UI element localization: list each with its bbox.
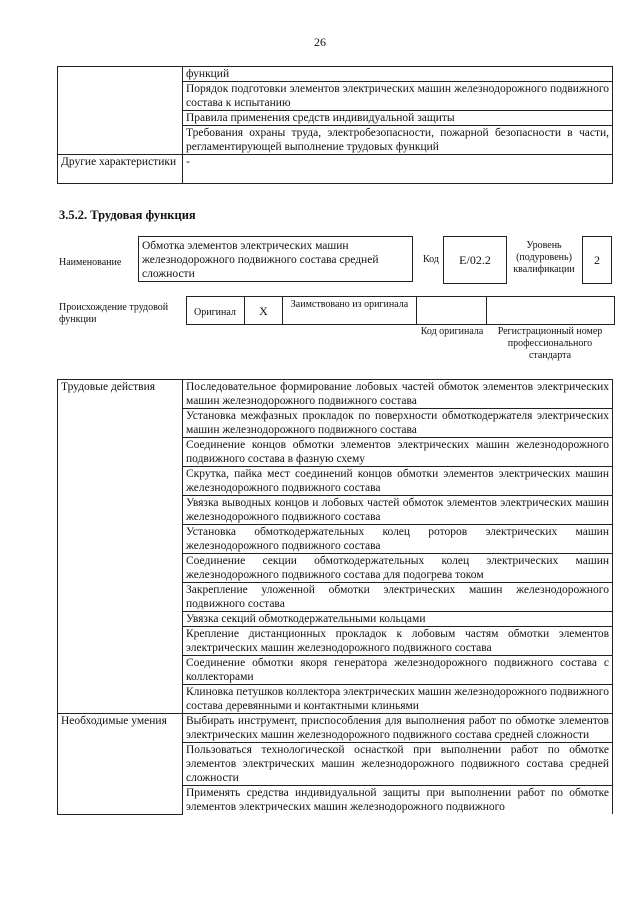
reg-caption: Регистрационный номер профессионального стандарта	[497, 326, 603, 361]
table-cell: функций	[183, 67, 613, 82]
table-cell: Соединение концов обмотки элементов электрических машин железнодорожного подвижного состава в фазную схему	[183, 438, 613, 467]
main-table	[57, 379, 613, 815]
qualification-level: 2	[582, 236, 612, 284]
origin-label: Происхождение трудовой функции	[59, 302, 169, 325]
original-mark: X	[245, 297, 283, 324]
table-cell: Увязка выводных концов и лобовых частей обмоток элементов электрических машин железнодорожного подвижного состава	[183, 496, 613, 525]
table-cell: Выбирать инструмент, приспособления для выполнения работ по обмотке элементов электрических машин железнодорожного подвижного состава средней сложности	[183, 714, 613, 743]
section-title: 3.5.2. Трудовая функция	[59, 208, 196, 222]
row-label: Трудовые действия	[58, 380, 183, 714]
page-number: 26	[314, 35, 326, 49]
original-label: Оригинал	[187, 297, 245, 324]
row-label: Другие характеристики	[58, 155, 183, 184]
name-label: Наименование	[59, 257, 122, 268]
function-name: Обмотка элементов электрических машин железнодорожного подвижного состава средней сложности	[138, 236, 413, 282]
table-cell: Последовательное формирование лобовых частей обмоток элементов электрических машин железнодорожного подвижного состава	[183, 380, 613, 409]
table-cell: Крепление дистанционных прокладок к лобовым частям обмотки элементов электрических машин железнодорожного подвижного состава	[183, 627, 613, 656]
table-cell: Клиновка петушков коллектора электрических машин железнодорожного подвижного состава деревянными и контактными клиньями	[183, 685, 613, 714]
top-table	[57, 66, 613, 184]
row-label	[58, 67, 183, 155]
table-cell: Установка обмоткодержательных колец роторов электрических машин железнодорожного подвижного состава	[183, 525, 613, 554]
table-cell: Закрепление уложенной обмотки электрических машин железнодорожного подвижного состава	[183, 583, 613, 612]
table-cell: -	[183, 155, 613, 184]
table-cell: Порядок подготовки элементов электрических машин железнодорожного подвижного состава к испытанию	[183, 82, 613, 111]
original-code-cell	[417, 297, 487, 324]
table-cell: Соединение обмотки якоря генератора железнодорожного подвижного состава с коллекторами	[183, 656, 613, 685]
function-code: E/02.2	[443, 236, 507, 284]
table-cell: Применять средства индивидуальной защиты при выполнении работ по обмотке элементов электрических машин железнодорожного подвижного	[183, 786, 613, 815]
code-label: Код	[423, 254, 439, 265]
borrowed-label: Заимствовано из оригинала	[283, 297, 417, 324]
table-cell: Установка межфазных прокладок по поверхности обмоткодержателя электрических машин железнодорожного подвижного состава	[183, 409, 613, 438]
level-label: Уровень (подуровень) квалификации	[513, 240, 575, 275]
origin-row	[186, 296, 615, 325]
table-cell: Правила применения средств индивидуальной защиты	[183, 111, 613, 126]
table-cell: Увязка секций обмоткодержательными кольцами	[183, 612, 613, 627]
row-label: Необходимые умения	[58, 714, 183, 815]
table-cell: Скрутка, пайка мест соединений концов обмотки элементов электрических машин железнодорожного подвижного состава	[183, 467, 613, 496]
table-cell: Требования охраны труда, электробезопасности, пожарной безопасности в части, регламентирующей выполнение трудовых функций	[183, 126, 613, 155]
table-cell: Пользоваться технологической оснасткой при выполнении работ по обмотке элементов электрических машин железнодорожного подвижного состава средней сложности	[183, 743, 613, 786]
table-cell: Соединение секции обмоткодержательных колец электрических машин железнодорожного подвижного состава для подогрева током	[183, 554, 613, 583]
code-caption: Код оригинала	[420, 326, 484, 337]
